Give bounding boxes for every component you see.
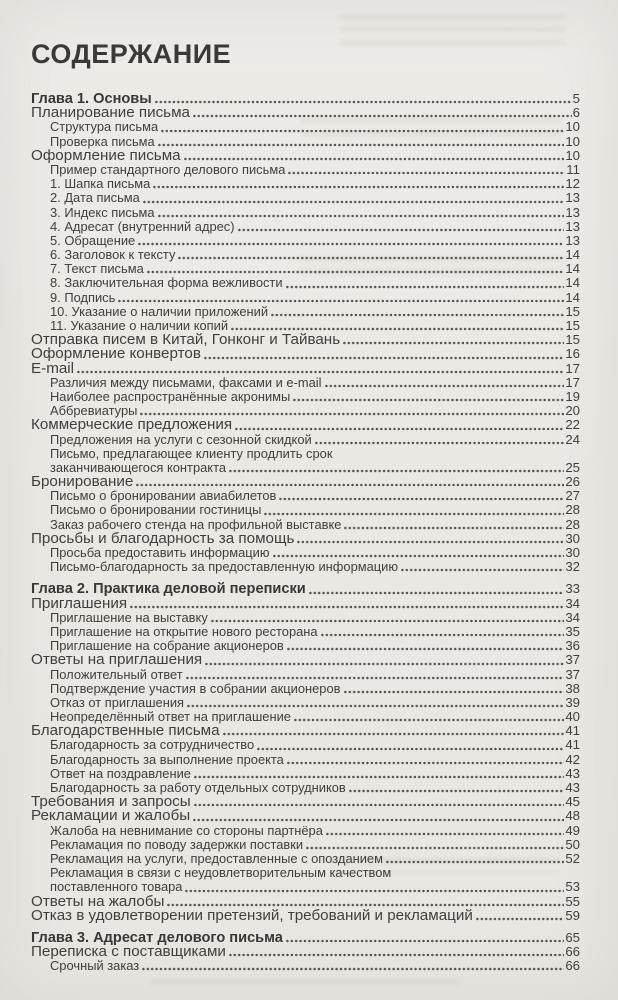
dot-leader	[349, 789, 565, 793]
toc-entry	[31, 906, 580, 924]
toc-entry-label: 9. Подпись	[50, 289, 116, 305]
toc-entry	[31, 594, 580, 612]
toc-entry-page: 15	[565, 332, 580, 348]
toc-entry-page: 13	[565, 232, 580, 248]
dot-leader	[158, 143, 565, 147]
toc-entry-page: 32	[565, 559, 580, 575]
toc-entry-page: 13	[565, 190, 580, 206]
toc-entry-label: E-mail	[31, 359, 75, 377]
toc-entry-label: Требования и запросы	[31, 793, 191, 811]
page-title: СОДЕРЖАНИЕ	[31, 39, 232, 69]
toc-entry-page: 50	[565, 836, 580, 852]
toc-entry	[31, 866, 580, 880]
toc-entry-page: 14	[565, 289, 580, 305]
toc-entry-label: Письмо о бронировании гостиницы	[50, 502, 262, 518]
toc-entry-page: 65	[565, 929, 580, 945]
dot-leader	[344, 690, 565, 694]
toc-entry-page: 66	[565, 944, 580, 960]
toc-entry-label: 10. Указание о наличии приложений	[50, 303, 269, 319]
toc-entry	[31, 546, 580, 560]
toc-entry	[31, 529, 580, 547]
toc-entry	[31, 359, 580, 377]
toc-entry-page: 10	[565, 147, 580, 163]
toc-entry-label: Отправка писем в Китай, Гонконг и Тайвань	[31, 331, 341, 349]
toc-entry-label: Заказ рабочего стенда на профильной выставке	[50, 516, 342, 532]
toc-entry-page: 14	[565, 275, 580, 291]
toc-entry-label: Оформление письма	[31, 146, 181, 164]
toc-entry-label: 5. Обращение	[50, 232, 136, 248]
dot-leader	[178, 256, 564, 260]
dot-leader	[386, 860, 564, 864]
dot-leader	[142, 967, 564, 971]
dot-leader	[229, 953, 564, 957]
toc-entry-label: Рекламация в связи с неудовлетворительным качеством	[50, 865, 392, 881]
toc-entry-label: Приглашение на открытие нового ресторана	[50, 623, 318, 639]
dot-leader	[309, 591, 565, 595]
dot-leader	[136, 483, 564, 487]
dot-leader	[194, 775, 564, 779]
toc-entry-label: Рекламация по поводу задержки поставки	[50, 836, 304, 852]
toc-entry-label: Проверка письма	[50, 133, 155, 149]
dot-leader	[273, 554, 565, 558]
toc-entry-page: 42	[565, 751, 580, 767]
toc-entry-page: 15	[565, 318, 580, 333]
toc-entry-page: 39	[565, 694, 580, 710]
dot-leader	[77, 370, 564, 374]
toc-entry-label: Предложения на услуги с сезонной скидкой	[50, 431, 312, 447]
toc-entry-label: Глава 2. Практика деловой переписки	[31, 581, 306, 598]
dot-leader	[185, 889, 564, 893]
toc-entry-label: Рекламации и жалобы	[31, 807, 191, 825]
toc-entry-page: 52	[565, 850, 580, 866]
toc-entry	[31, 625, 580, 639]
dot-leader	[205, 662, 564, 666]
toc-entry-page: 27	[565, 488, 580, 504]
dot-leader	[229, 469, 564, 473]
toc-entry-label: Наиболее распространённые акронимы	[50, 388, 291, 404]
toc-entry-page: 22	[565, 417, 580, 433]
dot-leader	[147, 270, 565, 274]
toc-entry-label: 11. Указание о наличии копий	[50, 318, 229, 333]
toc-entry-label: Оформление конвертов	[31, 345, 201, 363]
toc-entry	[31, 234, 580, 248]
toc-entry-label: Переписка с поставщиками	[31, 943, 226, 961]
toc-entry-page: 59	[565, 907, 580, 923]
dot-leader	[161, 129, 564, 133]
toc-entry-label: Коммерческие предложения	[31, 416, 233, 434]
toc-entry-page: 10	[565, 133, 580, 149]
dot-leader	[286, 285, 565, 289]
toc-entry-page: 43	[565, 780, 580, 795]
toc-entry	[31, 767, 580, 781]
toc-entry	[31, 447, 580, 461]
toc-entry-label: 7. Текст письма	[50, 261, 144, 277]
toc-list	[31, 92, 580, 973]
toc-entry-label: Пример стандартного делового письма	[50, 161, 286, 177]
dot-leader	[153, 185, 564, 189]
dot-leader	[186, 676, 565, 680]
toc-entry	[31, 959, 580, 973]
toc-entry-page: 28	[565, 502, 580, 518]
toc-entry-label: Ответы на жалобы	[31, 892, 165, 910]
dot-leader	[257, 747, 564, 751]
toc-entry	[31, 418, 580, 432]
toc-entry	[31, 945, 580, 959]
toc-entry-label: Просьба предоставить информацию	[50, 545, 270, 560]
dot-leader	[238, 228, 565, 232]
toc-entry-page: 26	[565, 474, 580, 490]
toc-entry	[31, 276, 580, 290]
dot-leader	[235, 427, 564, 431]
toc-entry-page: 30	[565, 530, 580, 546]
dot-leader	[288, 171, 565, 175]
toc-entry-label: 1. Шапка письма	[50, 176, 151, 192]
toc-entry	[31, 738, 580, 752]
dot-leader	[184, 157, 565, 161]
toc-entry-page: 14	[565, 247, 580, 263]
toc-entry-page: 28	[565, 516, 580, 532]
dot-leader	[279, 497, 564, 501]
toc-entry	[31, 753, 580, 767]
toc-entry	[31, 390, 580, 404]
dot-leader	[271, 313, 564, 317]
toc-entry-label: Ответ на поздравление	[50, 765, 191, 781]
toc-entry	[31, 120, 580, 134]
toc-entry-page: 35	[565, 623, 580, 639]
toc-entry-label: Положительный ответ	[50, 666, 183, 682]
dot-leader	[223, 732, 565, 736]
toc-entry-page: 37	[565, 652, 580, 668]
dot-leader	[344, 526, 564, 530]
dot-leader	[286, 939, 564, 943]
toc-entry	[31, 206, 580, 220]
toc-entry-label: поставленного товара	[50, 879, 183, 895]
toc-entry-label: Бронирование	[31, 473, 134, 491]
toc-entry-page: 14	[565, 261, 580, 277]
toc-entry	[31, 852, 580, 866]
toc-entry	[31, 146, 580, 164]
toc-entry-page: 19	[565, 388, 580, 404]
toc-entry-label: Благодарность за выполнение проекта	[50, 751, 284, 767]
toc-entry	[31, 668, 580, 682]
dot-leader	[315, 441, 565, 445]
toc-entry	[31, 489, 580, 503]
toc-entry-label: Ответы на приглашения	[31, 651, 203, 669]
toc-entry-page: 10	[565, 119, 580, 135]
toc-entry-page: 41	[565, 737, 580, 753]
dot-leader	[118, 299, 564, 303]
toc-entry	[31, 376, 580, 390]
toc-entry-label: 4. Адресат (внутренний адрес)	[50, 218, 235, 234]
toc-entry-label: Структура письма	[50, 119, 159, 135]
toc-entry	[31, 248, 580, 262]
toc-entry-label: Благодарность за работу отдельных сотрудников	[50, 780, 346, 795]
toc-entry-label: Жалоба на невнимание со стороны партнёра	[50, 822, 323, 838]
toc-entry	[31, 106, 580, 120]
toc-entry	[31, 262, 580, 276]
toc-entry-page: 24	[565, 431, 580, 447]
toc-entry	[31, 696, 580, 710]
toc-entry	[31, 305, 580, 319]
toc-entry-page: 38	[565, 680, 580, 696]
toc-entry-page: 13	[565, 218, 580, 234]
toc-entry	[31, 191, 580, 205]
dot-leader	[326, 832, 564, 836]
toc-entry-label: Отказ в удовлетворении претензий, требований и рекламаций	[31, 906, 473, 924]
toc-entry-page: 40	[565, 709, 580, 725]
toc-entry-page: 15	[565, 303, 580, 319]
dot-leader	[294, 718, 564, 722]
dot-leader	[204, 356, 564, 360]
toc-entry-page: 48	[565, 808, 580, 824]
toc-entry-label: Просьбы и благодарность за помощь	[31, 529, 295, 547]
toc-entry	[31, 824, 580, 838]
toc-entry-label: 8. Заключительная форма вежливости	[50, 275, 283, 291]
toc-entry	[31, 163, 580, 177]
toc-entry-label: Различия между письмами, факсами и e-mail	[50, 374, 322, 390]
toc-entry-label: Глава 3. Адресат делового письма	[31, 929, 283, 946]
dot-leader	[343, 341, 564, 345]
toc-entry-label: Благодарность за сотрудничество	[50, 737, 255, 753]
toc-entry	[31, 347, 580, 361]
dot-leader	[321, 633, 565, 637]
dot-leader	[293, 398, 564, 402]
toc-entry	[31, 724, 580, 738]
toc-entry-label: Глава 1. Основы	[31, 91, 152, 107]
dot-leader	[194, 803, 565, 807]
toc-entry-label: 3. Индекс письма	[50, 204, 155, 220]
dot-leader	[187, 704, 564, 708]
toc-entry-label: Неопределённый ответ на приглашение	[50, 709, 291, 725]
toc-entry-page: 13	[565, 204, 580, 220]
dot-leader	[193, 818, 564, 822]
bleed-through-smudge	[150, 980, 460, 992]
toc-entry	[31, 809, 580, 823]
toc-entry-label: Письмо о бронировании авиабилетов	[50, 488, 277, 504]
toc-entry-page: 37	[565, 666, 580, 682]
toc-entry-label: 6. Заголовок к тексту	[50, 247, 176, 263]
dot-leader	[193, 114, 572, 118]
toc-entry-label: Благодарственные письма	[31, 722, 220, 740]
dot-leader	[138, 242, 564, 246]
toc-entry	[31, 177, 580, 191]
dot-leader	[287, 647, 565, 651]
toc-entry	[31, 838, 580, 852]
dot-leader	[401, 568, 564, 572]
dot-leader	[211, 619, 565, 623]
toc-entry	[31, 560, 580, 574]
toc-entry-page: 5	[572, 91, 580, 106]
toc-entry	[31, 611, 580, 625]
toc-entry-page: 45	[565, 794, 580, 810]
toc-entry-label: Приглашение на собрание акционеров	[50, 638, 284, 654]
toc-entry	[31, 653, 580, 667]
toc-entry-label: Рекламация на услуги, предоставленные с опозданием	[50, 850, 383, 866]
dot-leader	[306, 846, 564, 850]
toc-entry-page: 17	[565, 374, 580, 390]
toc-entry-page: 43	[565, 765, 580, 781]
toc-entry-label: заканчивающегося контракта	[50, 459, 226, 475]
toc-entry	[31, 503, 580, 517]
toc-entry-page: 30	[565, 545, 580, 560]
toc-entry-page: 25	[565, 459, 580, 475]
toc-entry-label: Приглашения	[31, 594, 128, 612]
toc-entry-page: 16	[565, 346, 580, 362]
toc-entry	[31, 433, 580, 447]
toc-entry-page: 49	[565, 822, 580, 838]
dot-leader	[155, 100, 572, 104]
toc-entry-page: 41	[565, 723, 580, 739]
dot-leader	[297, 540, 564, 544]
toc-entry-label: Подтверждение участия в собрании акционеров	[50, 680, 341, 696]
toc-entry-label: Планирование письма	[31, 104, 190, 122]
toc-entry-page: 34	[565, 595, 580, 611]
dot-leader	[158, 214, 565, 218]
toc-entry-page: 66	[565, 958, 580, 974]
toc-entry-page: 20	[565, 403, 580, 419]
toc-entry	[31, 220, 580, 234]
toc-entry-page: 36	[565, 638, 580, 654]
toc-entry	[31, 475, 580, 489]
toc-entry-page: 17	[565, 360, 580, 376]
toc-entry-page: 11	[566, 161, 580, 177]
toc-entry-page: 55	[565, 893, 580, 909]
dot-leader	[325, 384, 565, 388]
toc-entry-page: 53	[565, 879, 580, 895]
toc-entry-label: Письмо, предлагающее клиенту продлить срок	[50, 445, 333, 461]
toc-entry-page: 33	[565, 581, 580, 597]
toc-entry-label: Письмо-благодарность за предоставленную информацию	[50, 559, 399, 575]
dot-leader	[476, 917, 565, 921]
dot-leader	[143, 200, 564, 204]
toc-entry-label: 2. Дата письма	[50, 190, 140, 206]
toc-entry-page: 34	[565, 609, 580, 625]
dot-leader	[264, 512, 564, 516]
toc-entry-page: 12	[565, 176, 580, 192]
toc-entry-label: Приглашение на выставку	[50, 609, 208, 625]
toc-entry	[31, 291, 580, 305]
toc-entry-page: 6	[572, 105, 580, 121]
toc-entry-label: Отказ от приглашения	[50, 694, 185, 710]
toc-entry	[31, 682, 580, 696]
dot-leader	[130, 605, 564, 609]
dot-leader	[287, 761, 565, 765]
toc-entry-label: Срочный заказ	[50, 958, 140, 974]
toc-entry-label: Аббревиатуры	[50, 403, 138, 419]
